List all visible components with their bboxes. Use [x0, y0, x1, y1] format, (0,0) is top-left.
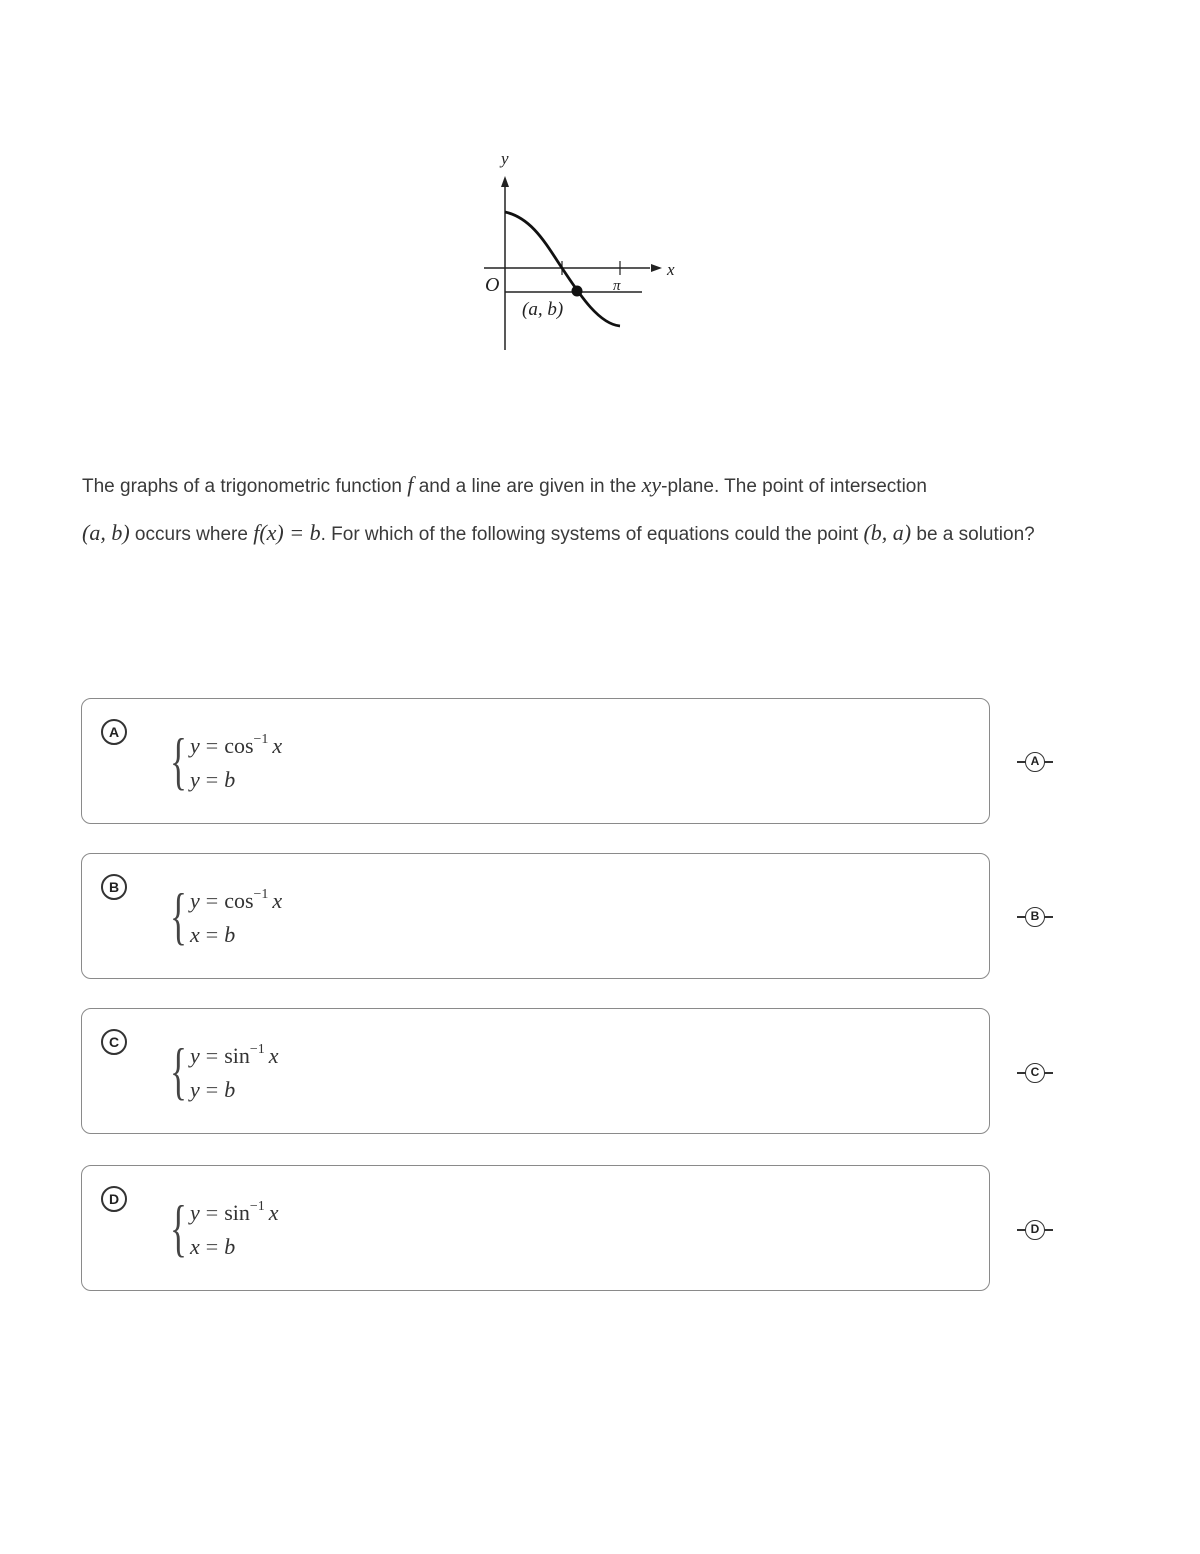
answer-choice-c[interactable] — [81, 1008, 990, 1134]
eliminate-letter-d: D — [1025, 1220, 1045, 1240]
eliminate-letter-a: A — [1025, 752, 1045, 772]
eliminate-choice-b-button[interactable] — [1017, 907, 1053, 927]
function-graph — [470, 140, 700, 360]
answer-choice-a[interactable] — [81, 698, 990, 824]
equation-line-1: $y = \sin^{-1} x$ — [190, 1041, 279, 1068]
answer-choice-b[interactable] — [81, 853, 990, 979]
point-label: (a, b) — [522, 299, 564, 320]
left-brace: { — [170, 880, 187, 951]
y-axis-arrow — [501, 176, 509, 187]
equation-line-2: x = b — [190, 1234, 236, 1259]
choice-letter-c: C — [101, 1029, 127, 1055]
answer-choice-d[interactable] — [81, 1165, 990, 1291]
left-brace: { — [170, 1035, 187, 1106]
equation-line-2: y = b — [190, 1077, 236, 1102]
question-text: The graphs of a trigonometric function f and a line are given in the xy-plane. The point of intersection (a, b) occurs where f(x) = b. For which of the following systems of equations could the point (b, a) be a solution? — [82, 472, 1035, 545]
left-brace: { — [170, 725, 187, 796]
pi-label: π — [613, 278, 621, 294]
choice-letter-a: A — [101, 719, 127, 745]
eliminate-choice-a-button[interactable] — [1017, 752, 1053, 772]
y-axis-label: y — [501, 149, 509, 168]
eliminate-choice-d-button[interactable] — [1017, 1220, 1053, 1240]
x-axis-arrow — [651, 264, 662, 272]
intersection-point — [572, 286, 583, 297]
equation-line-2: y = b — [190, 767, 236, 792]
choice-letter-b: B — [101, 874, 127, 900]
graph-svg — [470, 140, 700, 360]
equation-line-1: $y = \cos^{-1} x$ — [190, 731, 283, 758]
eliminate-letter-c: C — [1025, 1063, 1045, 1083]
choice-letter-d: D — [101, 1186, 127, 1212]
eliminate-letter-b: B — [1025, 907, 1045, 927]
equation-line-1: $y = \cos^{-1} x$ — [190, 886, 283, 913]
x-axis-label: x — [667, 260, 675, 279]
equation-line-1: $y = \sin^{-1} x$ — [190, 1198, 279, 1225]
origin-label: O — [485, 274, 500, 296]
equation-line-2: x = b — [190, 922, 236, 947]
eliminate-choice-c-button[interactable] — [1017, 1063, 1053, 1083]
left-brace: { — [170, 1192, 187, 1263]
